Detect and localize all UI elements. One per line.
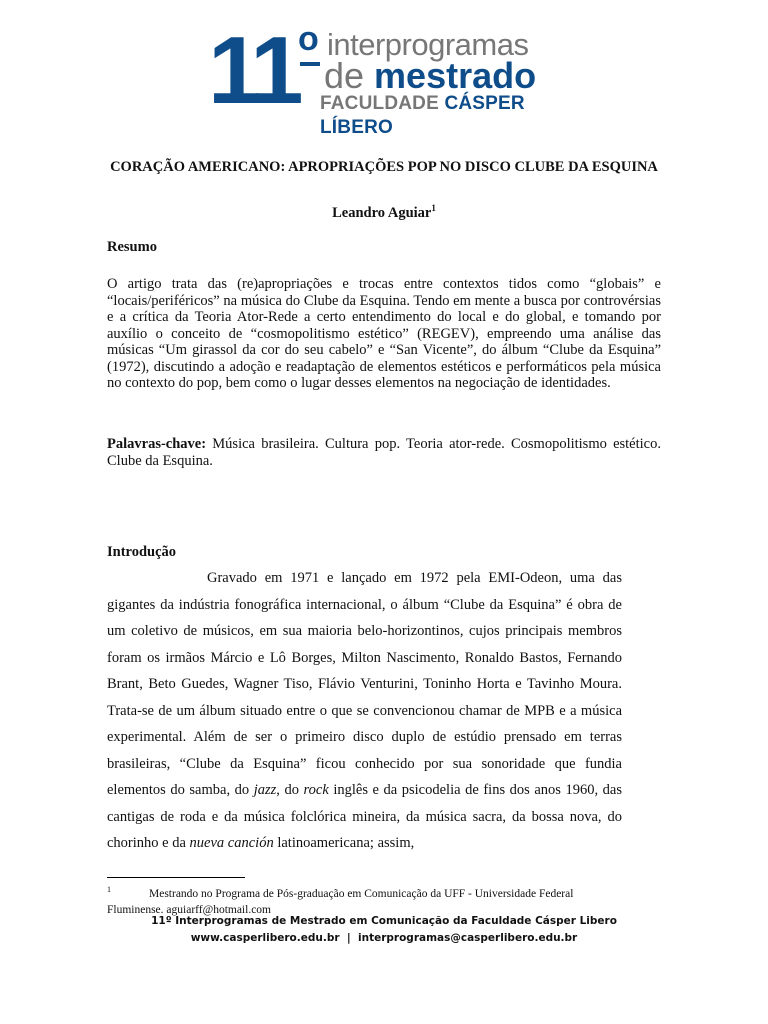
author-name: Leandro Aguiar <box>332 204 432 221</box>
keywords-label: Palavras-chave: <box>107 436 207 452</box>
logo-line-2: de mestrado <box>324 55 537 96</box>
footnote <box>107 882 627 918</box>
footer-line-1: 11º Interprogramas de Mestrado em Comunicação da Faculdade Cásper Libero <box>151 915 617 927</box>
paper-title: CORAÇÃO AMERICANO: APROPRIAÇÕES POP NO DISCO CLUBE DA ESQUINA <box>110 159 658 175</box>
logo-line-1: interprogramas <box>327 27 529 62</box>
footnote-text: Mestrando no Programa de Pós-graduação em Comunicação da UFF - Universidade Federal Fluminense. aguiarff@hotmail.com <box>107 887 574 916</box>
footnote-ref: 1 <box>431 203 436 213</box>
logo-ordinal-bar <box>300 62 320 66</box>
footer-line-2: www.casperlibero.edu.br | interprogramas@casperlibero.edu.br <box>190 932 578 944</box>
logo-number: 11 <box>208 17 298 124</box>
author <box>0 203 768 222</box>
logo-line-3: FACULDADE CÁSPER LÍBERO <box>320 93 525 138</box>
introduction-heading: Introdução <box>107 544 177 560</box>
introduction-paragraph: Gravado em 1971 e lançado em 1972 pela EMI-Odeon, uma das gigantes da indústria fonográfica internacional, o álbum “Clube da Esquina” é obra de um coletivo de músicos, em sua maioria belo-horizontinos, cujos principais membros foram os irmãos Márcio e Lô Borges, Milton Nascimento, Ronaldo Bastos, Fernando Brant, Beto Guedes, Wagner Tiso, Flávio Venturini, Toninho Horta e Tavinho Moura. Trata-se de um álbum situado entre o que se convencionou chamar de MPB e a música experimental. Além de ser o primeiro disco duplo de estúdio prensado em terras brasileiras, “Clube da Esquina” ficou conhecido por sua sonoridade que fundia elementos do samba, do jazz, do rock inglês e da psicodelia de fins dos anos 1960, das cantigas de roda e da música folclórica mineira, da música sacra, da bossa nova, do chorinho e da nueva canción latinoamericana; assim, <box>107 570 623 851</box>
footnote-separator <box>107 877 245 878</box>
keywords-text: Música brasileira. Cultura pop. Teoria ator-rede. Cosmopolitismo estético. Clube da Esquina. <box>107 436 661 469</box>
event-logo <box>208 17 568 138</box>
abstract-heading: Resumo <box>107 239 157 255</box>
keywords <box>107 436 661 469</box>
footnote-number: 1 <box>107 885 111 894</box>
logo-ordinal: o <box>298 20 319 58</box>
abstract-text: O artigo trata das (re)apropriações e trocas entre contextos tidos como “globais” e “locais/periféricos” na música do Clube da Esquina. Tendo em mente a busca por controvérsias e a crítica da Teoria Ator-Rede a certo entendimento do local e do global, e tomando por auxílio o conceito de “cosmopolitismo estético” (REGEV), empreendo uma análise das músicas “Um girassol da cor do seu cabelo” e “San Vicente”, do álbum “Clube da Esquina” (1972), discutindo a adoção e readaptação de elementos estéticos e performáticos pela música no contexto do pop, bem como o lugar desses elementos na negociação de identidades. <box>107 276 661 391</box>
